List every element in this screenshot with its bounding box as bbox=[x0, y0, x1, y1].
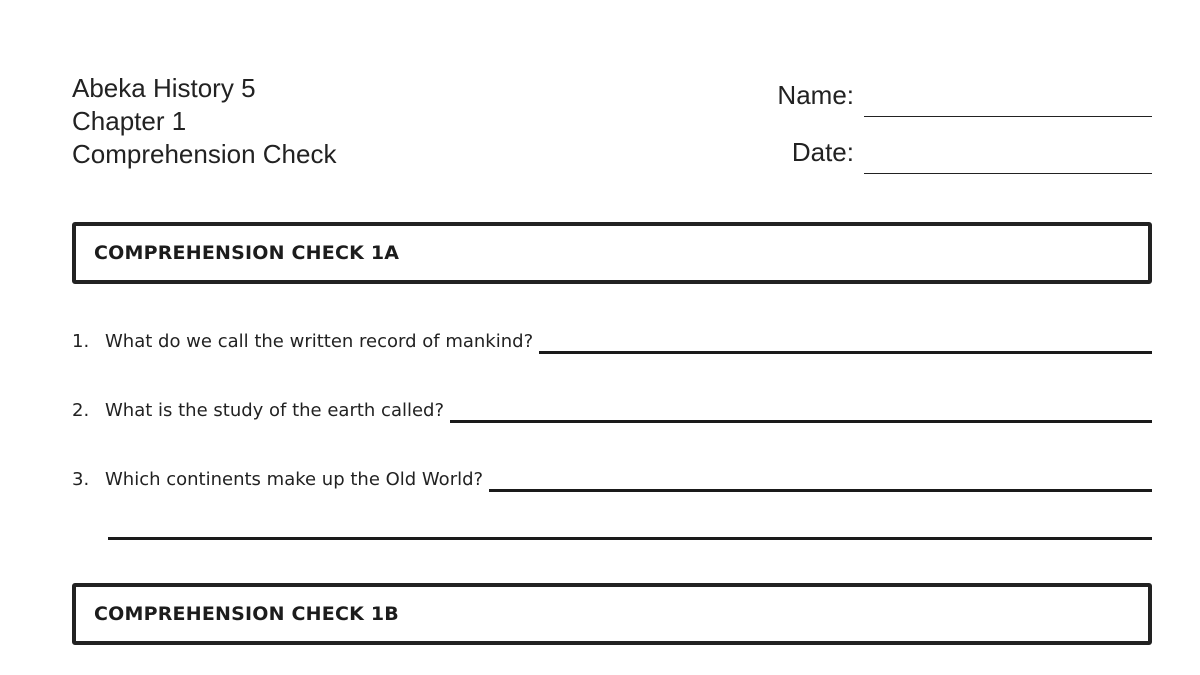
name-label: Name: bbox=[777, 80, 854, 110]
question-number: 1. bbox=[72, 331, 90, 352]
section-title: COMPREHENSION CHECK 1A bbox=[94, 242, 400, 264]
answer-line[interactable] bbox=[489, 489, 1152, 492]
question-row bbox=[72, 318, 1152, 354]
worksheet-title: Comprehension Check bbox=[72, 139, 337, 169]
question-row bbox=[72, 456, 1152, 492]
answer-line[interactable] bbox=[539, 351, 1152, 354]
question-number: 3. bbox=[72, 469, 90, 490]
answer-line-continuation[interactable] bbox=[108, 537, 1152, 540]
course-title: Abeka History 5 bbox=[72, 73, 256, 103]
question-number: 2. bbox=[72, 400, 90, 421]
name-input-line[interactable] bbox=[864, 116, 1152, 117]
section-header-1b bbox=[72, 583, 1152, 645]
question-row bbox=[72, 387, 1152, 423]
date-field bbox=[700, 134, 1152, 174]
worksheet-header bbox=[72, 72, 336, 171]
date-label: Date: bbox=[791, 137, 854, 167]
question-text: What do we call the written record of mankind? bbox=[105, 331, 534, 352]
question-text: Which continents make up the Old World? bbox=[105, 469, 484, 490]
answer-line[interactable] bbox=[450, 420, 1152, 423]
section-title: COMPREHENSION CHECK 1B bbox=[94, 603, 399, 625]
chapter-title: Chapter 1 bbox=[72, 106, 187, 136]
name-field bbox=[700, 77, 1152, 117]
section-header-1a bbox=[72, 222, 1152, 284]
question-text: What is the study of the earth called? bbox=[105, 400, 445, 421]
date-input-line[interactable] bbox=[864, 173, 1152, 174]
